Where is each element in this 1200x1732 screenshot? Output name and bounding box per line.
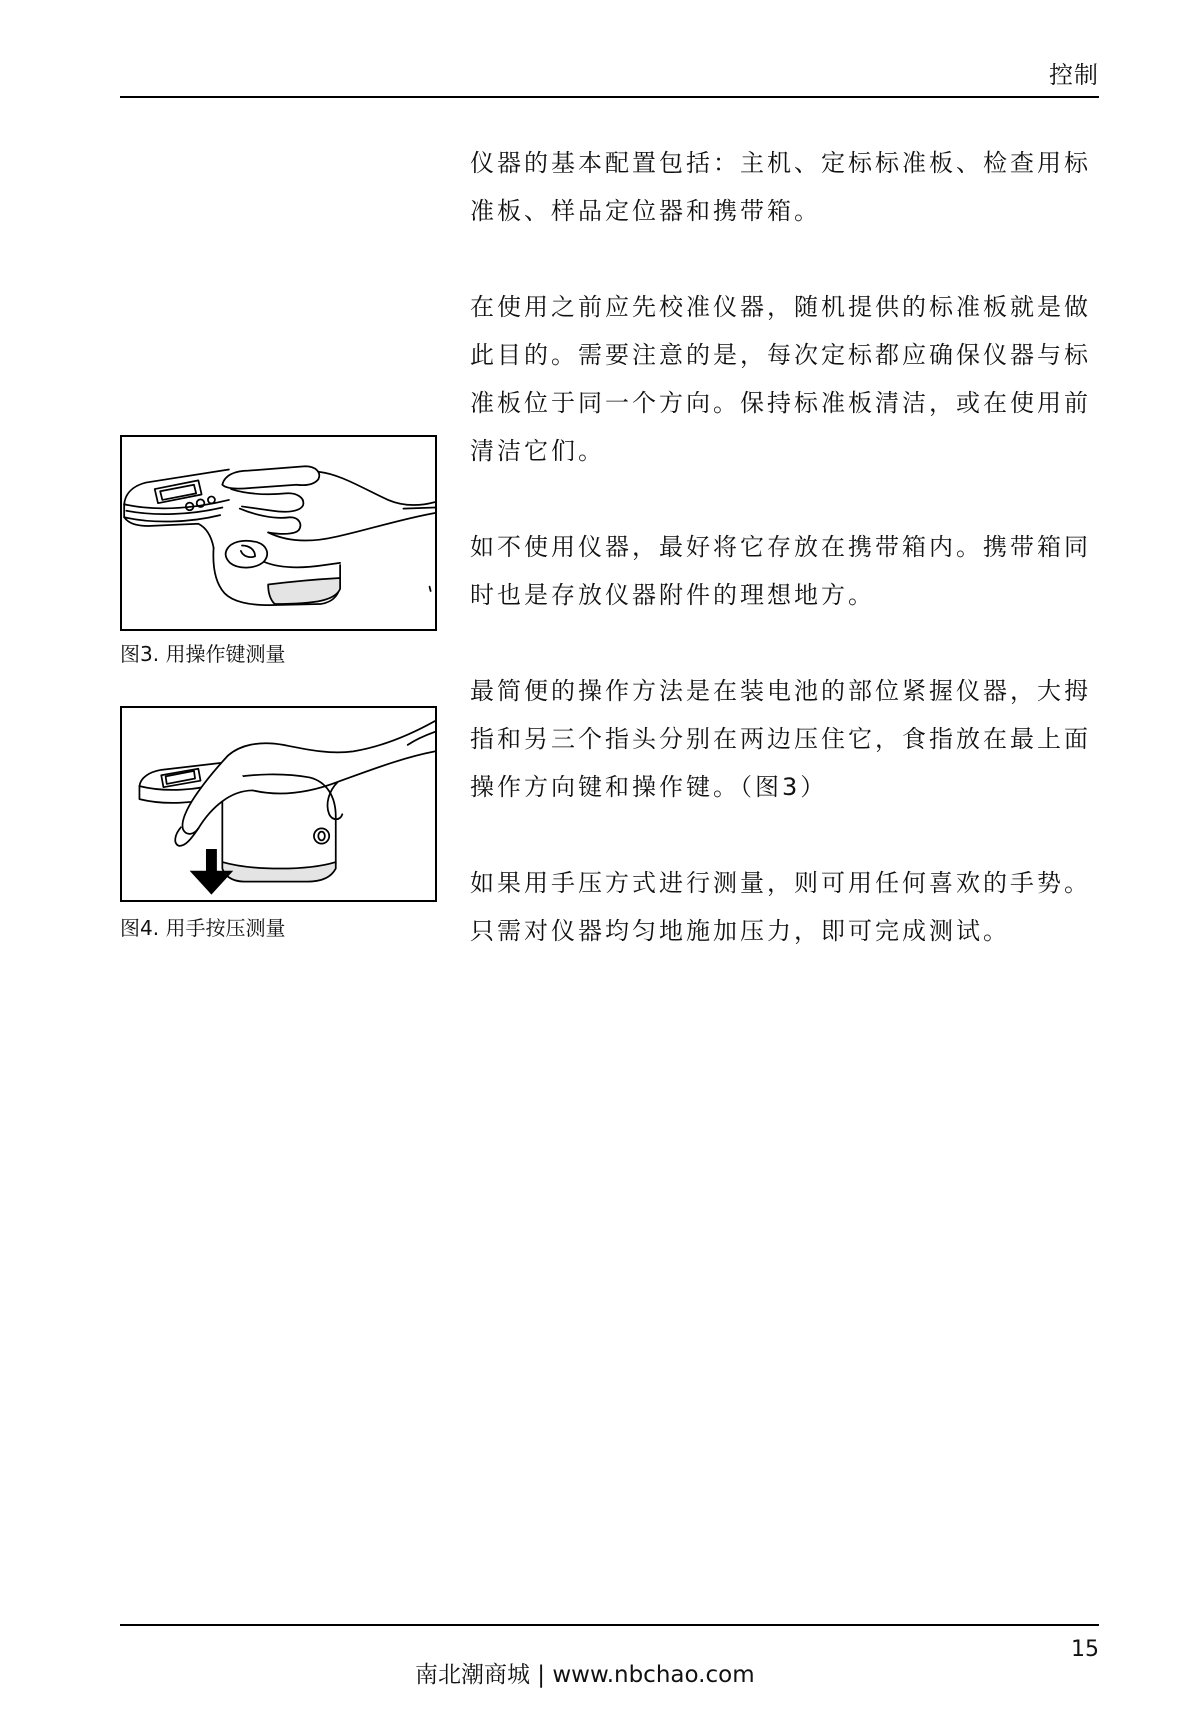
curled-finger (240, 509, 301, 534)
arrow-head (190, 871, 234, 895)
paragraph-calibration (470, 283, 1100, 475)
figure-3 (120, 435, 437, 631)
text-line: 此目的。需要注意的是，每次定标都应确保仪器与标 (470, 341, 1091, 369)
button-icon (208, 496, 215, 503)
hand-gripping-device-illustration (122, 437, 435, 629)
text-line: 如不使用仪器，最好将它存放在携带箱内。携带箱同 (470, 533, 1091, 561)
display-screen (155, 480, 202, 503)
text-line: 最简便的操作方法是在装电池的部位紧握仪器，大拇 (470, 677, 1091, 705)
text-line: 操作方向键和操作键。（图3） (470, 773, 828, 801)
figure-3-caption: 图3. 用操作键测量 (120, 642, 286, 666)
back-of-hand (318, 472, 435, 505)
header-rule (120, 96, 1099, 98)
paragraph-storage (470, 523, 1100, 619)
text-line: 准板、样品定位器和携带箱。 (470, 197, 821, 225)
hand-pressing-device-illustration (122, 708, 435, 900)
hand (222, 466, 435, 567)
index-finger (222, 466, 319, 488)
figure-4-caption: 图4. 用手按压测量 (120, 916, 286, 940)
curled-finger (231, 489, 303, 512)
device-buttons (186, 496, 215, 510)
text-line: 时也是存放仪器附件的理想地方。 (470, 581, 875, 609)
section-title: 控制 (1049, 61, 1099, 89)
arrow-shaft (206, 849, 217, 873)
back-of-hand (228, 721, 435, 756)
tick-mark (430, 587, 431, 591)
text-line: 仪器的基本配置包括：主机、定标标准板、检查用标 (470, 149, 1091, 177)
footer-site-label: 南北潮商城 | www.nbchao.com (415, 1662, 755, 1688)
text-line: 如果用手压方式进行测量，则可用任何喜欢的手势。 (470, 869, 1091, 897)
figure-4 (120, 706, 437, 902)
device-body (124, 470, 229, 548)
text-line: 指和另三个指头分别在两边压住它，食指放在最上面 (470, 725, 1091, 753)
device-front-edge (124, 500, 229, 508)
base-band (268, 578, 340, 604)
cuff-line (408, 732, 435, 745)
thumb (226, 541, 268, 568)
text-line: 在使用之前应先校准仪器，随机提供的标准板就是做 (470, 293, 1091, 321)
line-art (139, 721, 435, 895)
paragraph-hand-press (470, 859, 1100, 955)
paragraph-operation-grip (470, 667, 1100, 811)
body-text (470, 139, 1100, 1003)
paragraph-basic-configuration (470, 139, 1100, 235)
thumb-base (264, 562, 340, 568)
text-line: 只需对仪器均匀地施加压力，即可完成测试。 (470, 917, 1010, 945)
text-line: 清洁它们。 (470, 437, 605, 465)
wrist-line (403, 508, 435, 509)
page-number: 15 (1071, 1637, 1099, 1662)
line-art (124, 466, 435, 605)
footer-rule (120, 1624, 1099, 1626)
text-line: 准板位于同一个方向。保持标准板清洁，或在使用前 (470, 389, 1091, 417)
